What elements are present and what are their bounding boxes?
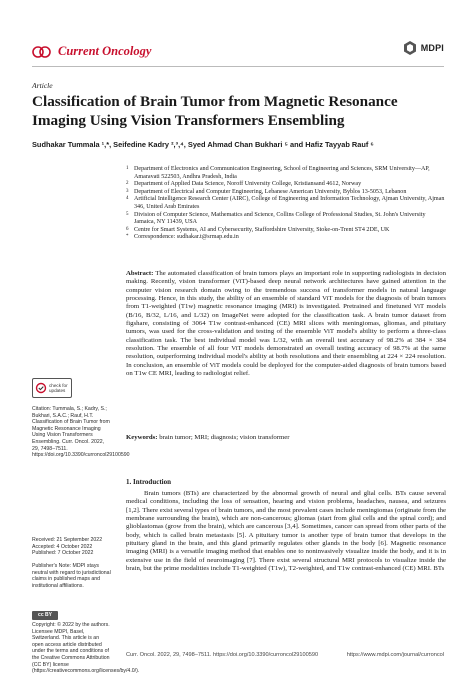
- keywords-label: Keywords:: [126, 434, 158, 441]
- publication-dates: [32, 537, 112, 557]
- footer-citation[interactable]: Curr. Oncol. 2022, 29, 7498–7511. https://doi.org/10.3390/curroncol29100590: [126, 652, 319, 658]
- section-heading-introduction: 1. Introduction: [126, 478, 171, 486]
- introduction-text: Brain tumors (BTs) are characterized by the abnormal growth of neural and glial cells. BTs cause several medical conditions, including the loss of sensation, hearing and vision problems, headaches, nausea, and seizures [1,2]. There exist several types of brain tumors, and the most prevalent cases include meningiomas (originate from the membrane surrounding the brain), which are non-cancerous; gliomas (start from glial cells and the spinal cord); and glioblastomas (grow from the brain), which are cancerous [3,4]. Sometimes, cancer can spread from other parts of the body, which is called brain metastasis [5]. A pituitary tumor is another type of brain tumor that develops in the pituitary gland in the brain, and this gland primarily regulates other glands in the body [6]. Magnetic resonance imaging (MRI) is a versatile imaging method that enables one to noninvasively visualize inside the body, and it is in extensive use in the field of neuroimaging [7]. There exist several structural MRI protocols to visualize inside the brain, but the prime modalities include T1-weighted (T1w), T2-weighted, and T1w contrast-enhanced (CE) MRI. BTs: [126, 490, 446, 573]
- affiliations: [126, 166, 446, 242]
- abstract-label: Abstract:: [126, 270, 154, 277]
- abstract: [126, 270, 446, 378]
- citation-block: Citation: Tummala, S.; Kadry, S.; Bukhari, S.A.C.; Rauf, H.T. Classification of Brain Tumor from Magnetic Resonance Imaging Using Vision Transformers Ensembling. Curr. Oncol. 2022, 29, 7498–7511. https://doi.org/10.3390/curroncol29100590: [32, 406, 130, 459]
- received-date: Received: 21 September 2022: [32, 537, 103, 543]
- refresh-check-icon: [35, 382, 47, 394]
- affiliation-item: 3 Department of Electrical and Computer Engineering, Lebanese American University, Byblos 13-5053, Lebanon: [126, 188, 407, 195]
- affiliation-item: 1 Department of Electronics and Communication Engineering, School of Engineering and Sciences, SRM University—AP, Amaravati 522503, Andhra Pradesh, India: [126, 166, 430, 180]
- publisher-logo[interactable]: [402, 40, 444, 56]
- publisher-name: MDPI: [420, 43, 444, 53]
- affiliation-item: 6 Centre for Smart Systems, AI and Cybersecurity, Staffordshire University, Stoke-on-Trent ST4 2DE, UK: [126, 226, 390, 233]
- affiliation-item: 5 Division of Computer Science, Mathematics and Science, Collins College of Professional Studies, St. John's University Jamaica, NY 11439, USA: [126, 211, 426, 226]
- affiliation-item: 4 Artificial Intelligence Research Center (AIRC), College of Engineering and Information Technology, Ajman University, Ajman 346, United Arab Emirates: [126, 196, 445, 210]
- accepted-date: Accepted: 4 October 2022: [32, 543, 93, 550]
- keywords: [126, 434, 446, 442]
- header-divider: [32, 66, 444, 67]
- published-date: Published: 7 October 2022: [32, 550, 94, 557]
- footer-journal-url[interactable]: https://www.mdpi.com/journal/curroncol: [346, 652, 444, 658]
- author-list: Sudhakar Tummala ¹,*, Seifedine Kadry ²,³,⁴, Syed Ahmad Chan Bukhari ⁵ and Hafiz Tayyab Rauf ⁶: [32, 140, 374, 149]
- journal-emblem-icon: [32, 45, 52, 59]
- abstract-text: The automated classification of brain tumors plays an important role in supporting radiologists in decision making. Recently, vision transformer (ViT)-based deep neural network architectures have gained attention in the computer vision research domain owing to the tremendous success of transformer models in natural language processing. Hence, in this study, the ability of an ensemble of standard ViT models for the diagnosis of brain tumors from T1-weighted (T1w) magnetic resonance imaging (MRI) is investigated. Pretrained and finetuned ViT models (B/16, B/32, L/16, and L/32) on ImageNet were adopted for the classification task. A brain tumor dataset from figshare, consisting of 3064 T1w contrast-enhanced (CE) MRI slices with meningiomas, gliomas, and pituitary tumors, was used for the cross-validation and testing of the ensemble ViT model's ability to perform a three-class classification task. The best individual model was L/32, with an overall test accuracy of 98.2% at 384 × 384 resolution. The ensemble of all four ViT models demonstrated an overall testing accuracy of 98.7% at the same resolution, outperforming individual model's ability at both resolutions and their ensembling at 224 × 224 resolution. In conclusion, an ensemble of ViT models could be deployed for the computer-aided diagnosis of brain tumors based on T1w CE MRI, leading to radiologist relief.: [126, 270, 446, 378]
- cc-by-license-icon[interactable]: cc BY: [32, 611, 58, 620]
- article-title: Classification of Brain Tumor from Magnetic Resonance Imaging Using Vision Transformers Ensembling: [32, 93, 398, 129]
- affiliation-item: 2 Department of Applied Data Science, Noroff University College, Kristiansand 4612, Norway: [126, 181, 362, 188]
- mdpi-emblem-icon: [402, 40, 418, 56]
- copyright-text: Copyright: © 2022 by the authors. Licensee MDPI, Basel, Switzerland. This article is an open access article distributed under the terms and conditions of the Creative Commons Attribution (CC BY) license (https://creativecommons.org/licenses/by/4.0/).: [32, 622, 140, 675]
- check-for-updates-label: check for updates: [49, 383, 68, 393]
- article-type: Article: [32, 81, 53, 90]
- copyright-block: [32, 611, 140, 675]
- publisher-note: Publisher's Note: MDPI stays neutral with regard to jurisdictional claims in published maps and institutional affiliations.: [32, 563, 111, 589]
- journal-name: Current Oncology: [58, 44, 152, 58]
- check-for-updates-button[interactable]: [32, 378, 72, 398]
- correspondence[interactable]: * Correspondence: sudhakar.t@srmap.edu.in: [126, 234, 239, 241]
- keywords-text: brain tumor; MRI; diagnosis; vision transformer: [159, 434, 290, 441]
- journal-logo[interactable]: [32, 44, 151, 59]
